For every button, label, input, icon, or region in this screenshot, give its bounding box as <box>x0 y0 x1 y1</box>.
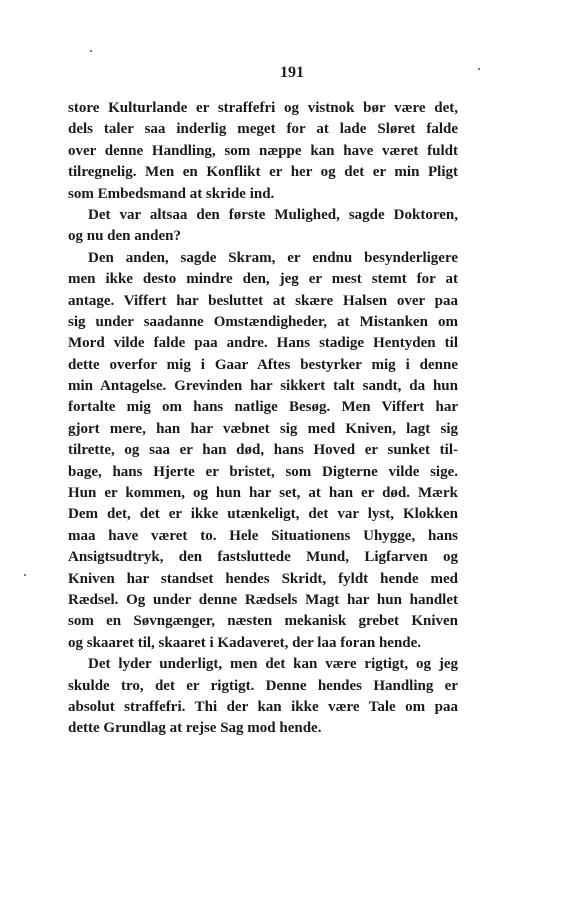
text-line: bage, hans Hjerte er bristet, som Digterne vilde sige. <box>68 463 458 480</box>
text-line: men ikke desto mindre den, jeg er mest stemt for at <box>68 271 458 288</box>
text-line: antage. Viffert har besluttet at skære Halsen over paa <box>68 292 458 309</box>
text-line: Rædsel. Og under denne Rædsels Magt har hun handlet <box>68 591 458 608</box>
text-line: som en Søvngænger, næsten mekanisk grebet Kniven <box>68 613 458 630</box>
text-line: Mord vilde falde paa andre. Hans stadige Hentyden til <box>68 335 458 352</box>
dust-speck <box>24 574 26 576</box>
body-text <box>68 98 458 740</box>
text-line: min Antagelse. Grevinden har sikkert talt sandt, da hun <box>68 378 458 395</box>
text-line: Ansigtsudtryk, den fastsluttede Mund, Ligfarven og <box>68 549 458 566</box>
text-line: og nu den anden? <box>68 228 181 245</box>
text-line: dels taler saa inderlig meget for at lade Sløret falde <box>68 121 458 138</box>
text-line: Det var altsaa den første Mulighed, sagde Doktoren, <box>88 206 458 223</box>
text-line: Den anden, sagde Skram, er endnu besynderligere <box>88 249 458 266</box>
text-line: over denne Handling, som næppe kan have været fuldt <box>68 142 458 159</box>
dust-speck <box>90 50 92 52</box>
text-line: absolut straffefri. Thi der kan ikke være Tale om paa <box>68 698 458 715</box>
text-line: Det lyder underligt, men det kan være rigtigt, og jeg <box>88 656 458 673</box>
text-line: og skaaret til, skaaret i Kadaveret, der laa foran hende. <box>68 634 422 651</box>
text-line: gjort mere, han har væbnet sig med Kniven, lagt sig <box>68 420 458 437</box>
text-line: tilrette, og saa er han død, hans Hoved er sunket til- <box>68 442 458 459</box>
text-line: store Kulturlande er straffefri og vistnok bør være det, <box>68 100 458 116</box>
text-line: dette overfor mig i Gaar Aftes bestyrker mig i denne <box>68 356 458 373</box>
text-line: fortalte mig om hans natlige Besøg. Men Viffert har <box>68 399 458 416</box>
text-line: som Embedsmand at skride ind. <box>68 185 275 202</box>
text-line: sig under saadanne Omstændigheder, at Mistanken om <box>68 313 458 330</box>
text-line: skulde tro, det er rigtigt. Denne hendes Handling er <box>68 677 458 694</box>
page-number: 191 <box>280 64 304 81</box>
text-line: Kniven har standset hendes Skridt, fyldt hende med <box>68 570 458 587</box>
text-line: Hun er kommen, og hun har set, at han er død. Mærk <box>68 485 458 502</box>
text-line: tilregnelig. Men en Konflikt er her og det er min Pligt <box>68 164 458 181</box>
text-line: dette Grundlag at rejse Sag mod hende. <box>68 720 322 737</box>
text-line: maa have været to. Hele Situationens Uhygge, hans <box>68 527 458 544</box>
dust-speck <box>478 68 480 70</box>
text-line: Dem det, det er ikke utænkeligt, det var lyst, Klokken <box>68 506 458 523</box>
